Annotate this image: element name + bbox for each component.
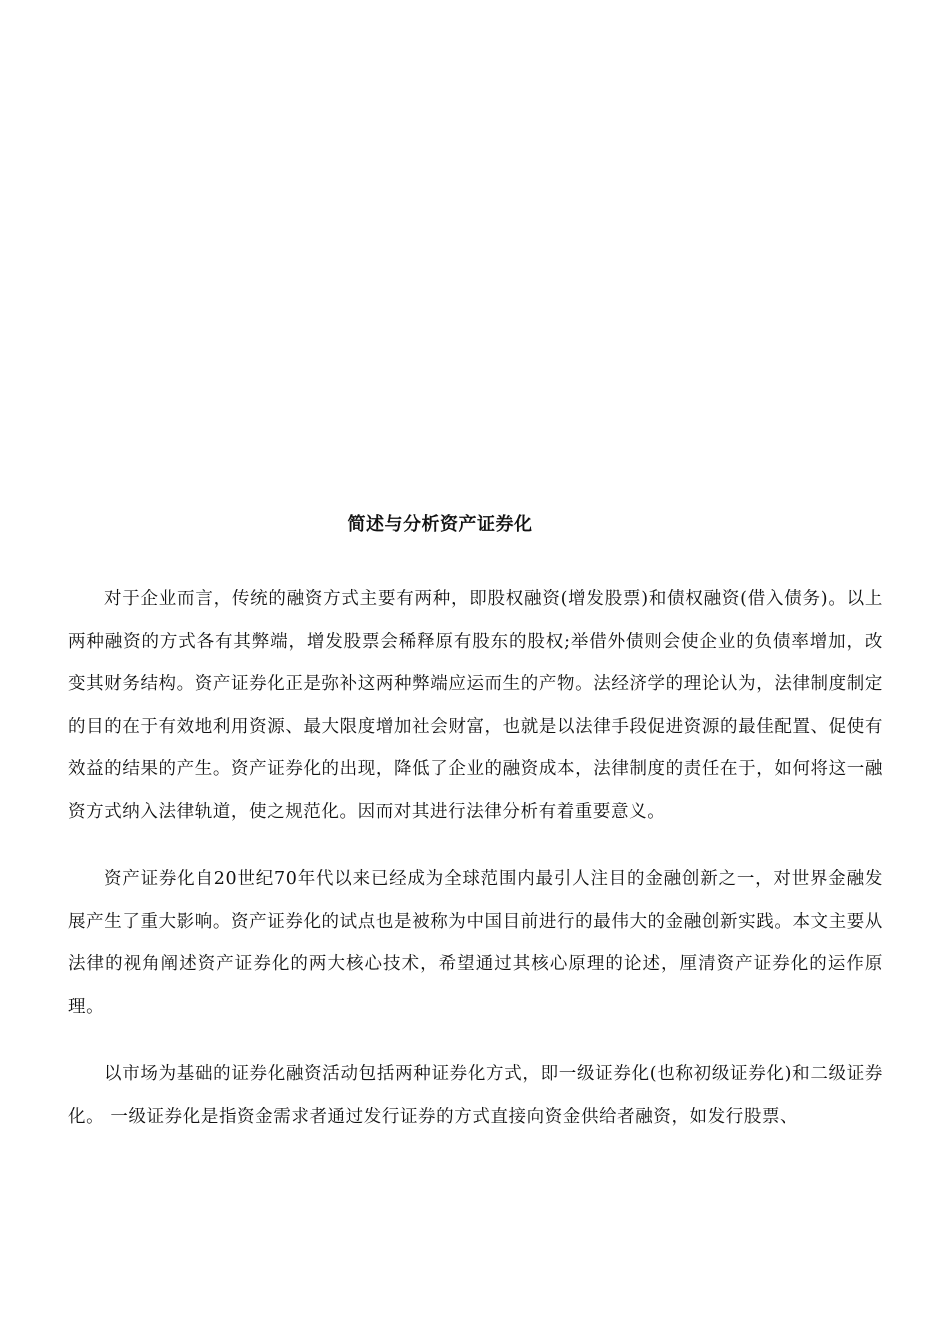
document-body (68, 578, 883, 1163)
paragraph-2: 资产证券化自20世纪70年代以来已经成为全球范围内最引人注目的金融创新之一，对世界金融发展产生了重大影响。资产证券化的试点也是被称为中国目前进行的最伟大的金融创新实践。本文主要从法律的视角阐述资产证券化的两大核心技术，希望通过其核心原理的论述，厘清资产证券化的运作原理。 (68, 869, 883, 1017)
document-title: 简述与分析资产证券化 (347, 514, 533, 535)
paragraph-1: 对于企业而言，传统的融资方式主要有两种，即股权融资(增发股票)和债权融资(借入债务)。以上两种融资的方式各有其弊端，增发股票会稀释原有股东的股权;举借外债则会使企业的负债率增加，改变其财务结构。资产证券化正是弥补这两种弊端应运而生的产物。法经济学的理论认为，法律制度制定的目的在于有效地利用资源、最大限度增加社会财富，也就是以法律手段促进资源的最佳配置、促使有效益的结果的产生。资产证券化的出现，降低了企业的融资成本，法律制度的责任在于，如何将这一融资方式纳入法律轨道，使之规范化。因而对其进行法律分析有着重要意义。 (68, 589, 883, 822)
paragraph-3: 以市场为基础的证券化融资活动包括两种证券化方式，即一级证券化(也称初级证券化)和二级证券化。 一级证券化是指资金需求者通过发行证券的方式直接向资金供给者融资，如发行股票、 (68, 1064, 883, 1127)
